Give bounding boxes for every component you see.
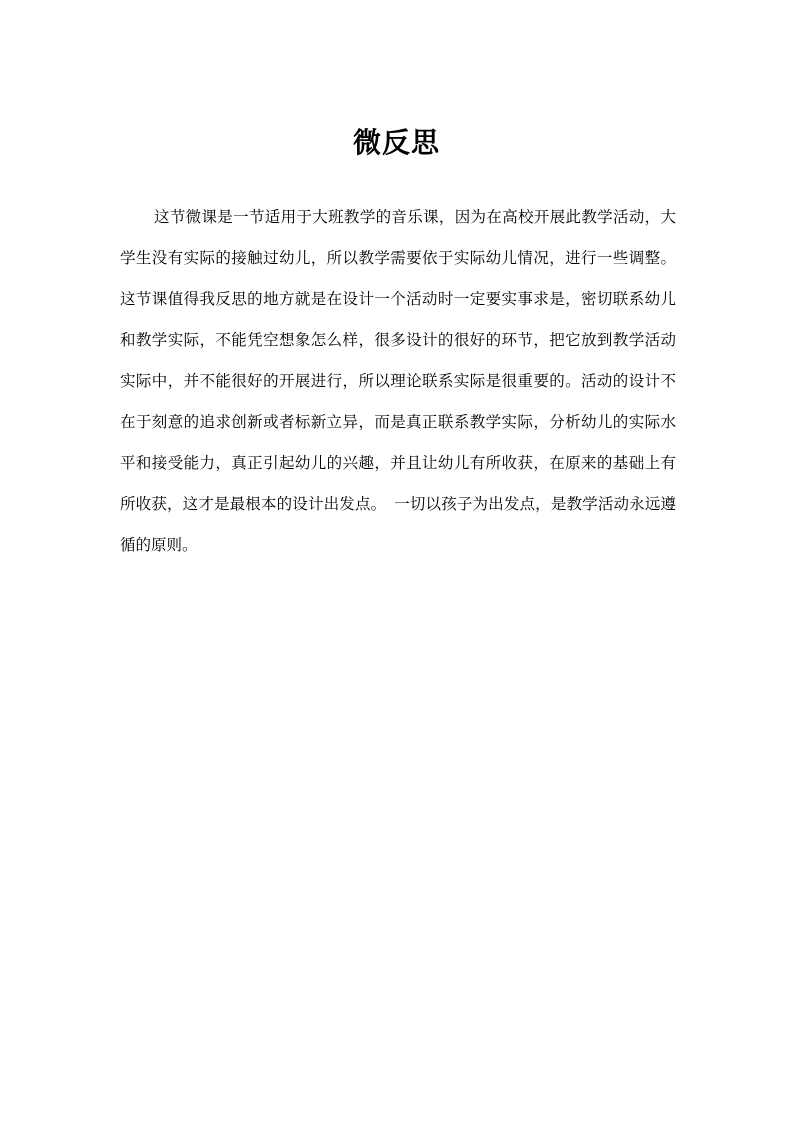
document-title: 微反思 — [352, 126, 440, 159]
body-paragraph: 这节微课是一节适用于大班教学的音乐课，因为在高校开展此教学活动，大学生没有实际的接触过幼儿，所以教学需要依于实际幼儿情况，进行一些调整。这节课值得我反思的地方就是在设计一个活动时一定要实事求是，密切联系幼儿和教学实际，不能凭空想象怎么样，很多设计的很好的环节，把它放到教学活动实际中，并不能很好的开展进行，所以理论联系实际是很重要的。活动的设计不在于刻意的追求创新或者标新立异，而是真正联系教学实际，分析幼儿的实际水平和接受能力，真正引起幼儿的兴趣，并且让幼儿有所收获，在原来的基础上有所收获，这才是最根本的设计出发点。 一切以孩子为出发点，是教学活动永远遵循的原则。 — [120, 208, 676, 554]
